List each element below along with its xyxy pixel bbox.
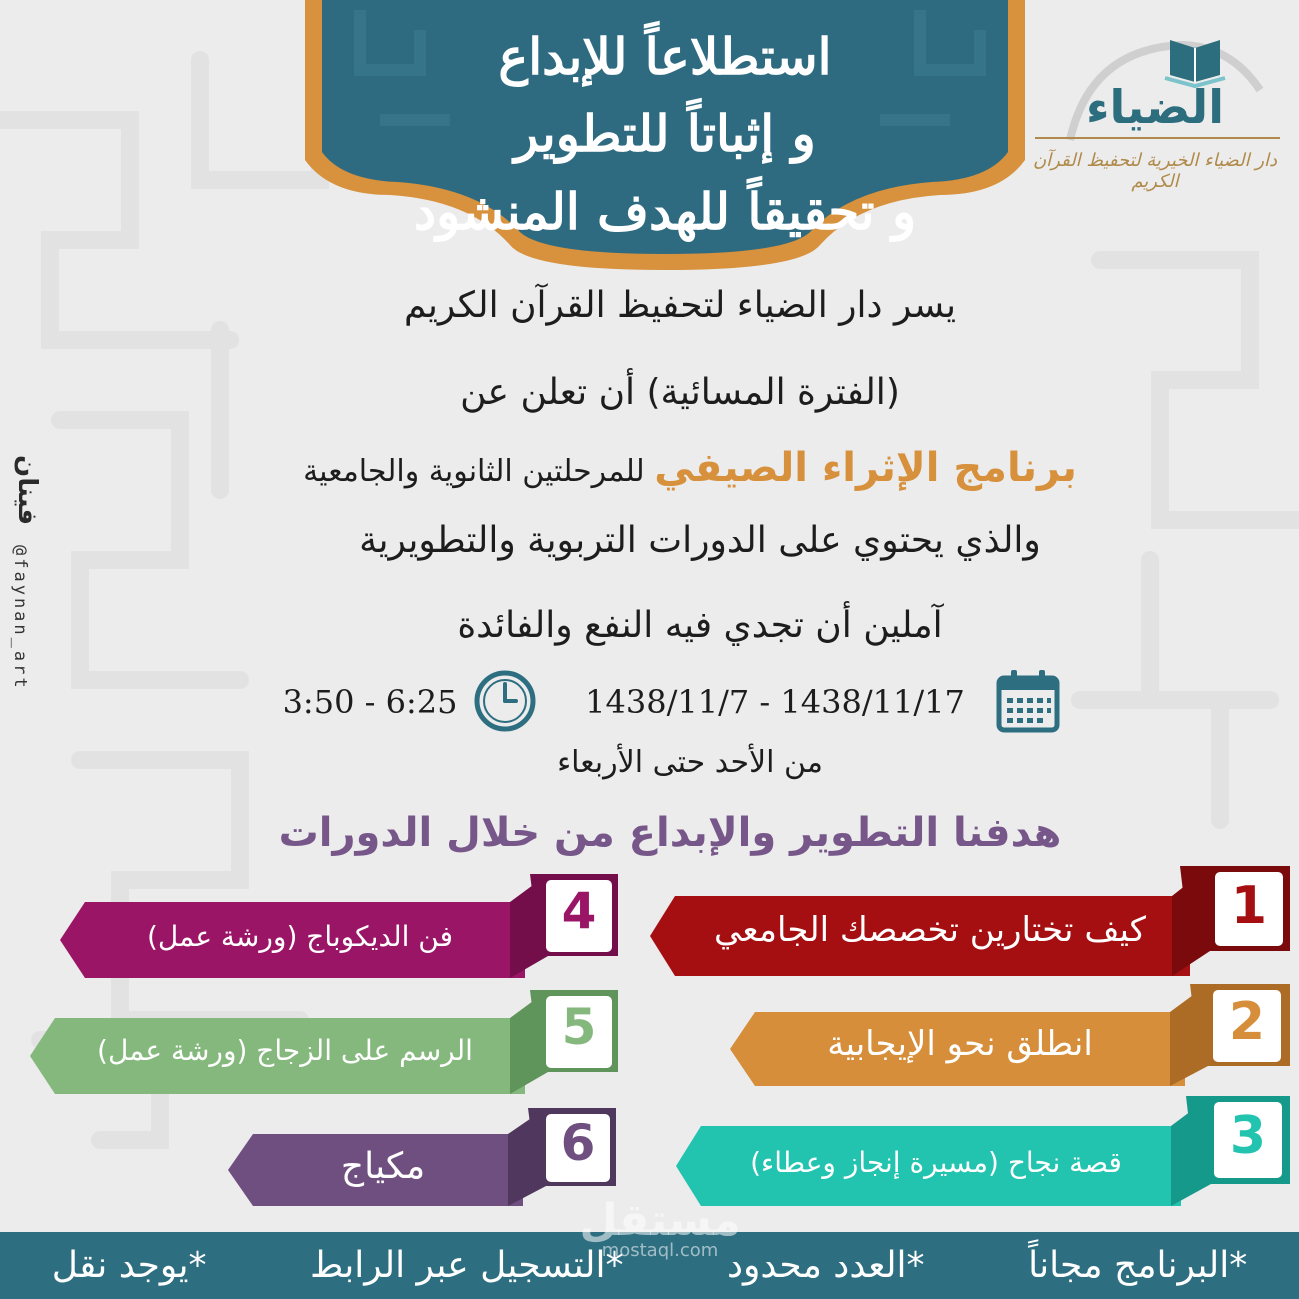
course-6-title: مكياج bbox=[340, 1146, 426, 1187]
header-line-3: و تحقيقاً للهدف المنشود bbox=[413, 181, 917, 241]
course-3-number: 3 bbox=[1229, 1106, 1267, 1166]
course-4 bbox=[60, 874, 620, 980]
course-4-number: 4 bbox=[561, 882, 597, 940]
days-range: من الأحد حتى الأربعاء bbox=[557, 745, 823, 780]
announcement-line-3 bbox=[200, 445, 1180, 491]
course-5 bbox=[30, 990, 620, 1096]
header-line-2: و إثباتاً للتطوير bbox=[514, 104, 816, 164]
watermark bbox=[560, 1195, 760, 1261]
clock-icon bbox=[472, 668, 538, 734]
goal-heading: هدفنا التطوير والإبداع من خلال الدورات bbox=[278, 810, 1062, 856]
course-6-number: 6 bbox=[560, 1114, 596, 1172]
course-1-number: 1 bbox=[1230, 876, 1268, 936]
course-6 bbox=[228, 1108, 618, 1208]
program-audience: للمرحلتين الثانوية والجامعية bbox=[303, 454, 645, 489]
header-text bbox=[330, 10, 1000, 260]
course-4-title: فن الديكوباج (ورشة عمل) bbox=[147, 920, 453, 953]
artist-handle: @faynan_art bbox=[10, 545, 30, 691]
footer-item-free: *البرنامج مجاناً bbox=[1028, 1245, 1248, 1286]
time-range: 3:50 - 6:25 bbox=[282, 683, 458, 721]
calendar-icon bbox=[995, 668, 1061, 734]
logo-name: الضياء bbox=[1086, 80, 1224, 134]
date-range: 1438/11/7 - 1438/11/17 bbox=[585, 683, 965, 721]
course-1-title: كيف تختارين تخصصك الجامعي bbox=[714, 910, 1146, 950]
announcement-line-5: آملين أن تجدي فيه النفع والفائدة bbox=[457, 605, 943, 646]
announcement-line-1: يسر دار الضياء لتحفيظ القرآن الكريم bbox=[403, 285, 957, 326]
course-5-title: الرسم على الزجاج (ورشة عمل) bbox=[97, 1034, 473, 1067]
course-3-title: قصة نجاح (مسيرة إنجاز وعطاء) bbox=[750, 1146, 1122, 1179]
course-2 bbox=[730, 984, 1290, 1088]
footer-item-limited: *العدد محدود bbox=[727, 1245, 925, 1286]
course-5-number: 5 bbox=[561, 998, 597, 1056]
announcement-line-2: (الفترة المسائية) أن تعلن عن bbox=[460, 372, 900, 413]
footer-item-transport: *يوجد نقل bbox=[51, 1245, 207, 1286]
course-1 bbox=[650, 866, 1290, 978]
watermark-brand: مستقل bbox=[579, 1195, 741, 1246]
program-name: برنامج الإثراء الصيفي bbox=[654, 445, 1077, 491]
course-3 bbox=[676, 1096, 1290, 1208]
artist-name: فينان bbox=[12, 455, 42, 526]
course-2-number: 2 bbox=[1228, 992, 1266, 1052]
watermark-domain: mostaql.com bbox=[601, 1240, 719, 1261]
announcement-line-4: والذي يحتوي على الدورات التربوية والتطويرية bbox=[359, 520, 1041, 561]
course-2-title: انطلق نحو الإيجابية bbox=[827, 1024, 1093, 1064]
logo-subtitle: دار الضياء الخيرية لتحفيظ القرآن الكريم bbox=[1032, 150, 1278, 192]
header-line-1: استطلاعاً للإبداع bbox=[498, 27, 832, 87]
footer-item-registration: *التسجيل عبر الرابط bbox=[310, 1245, 624, 1286]
